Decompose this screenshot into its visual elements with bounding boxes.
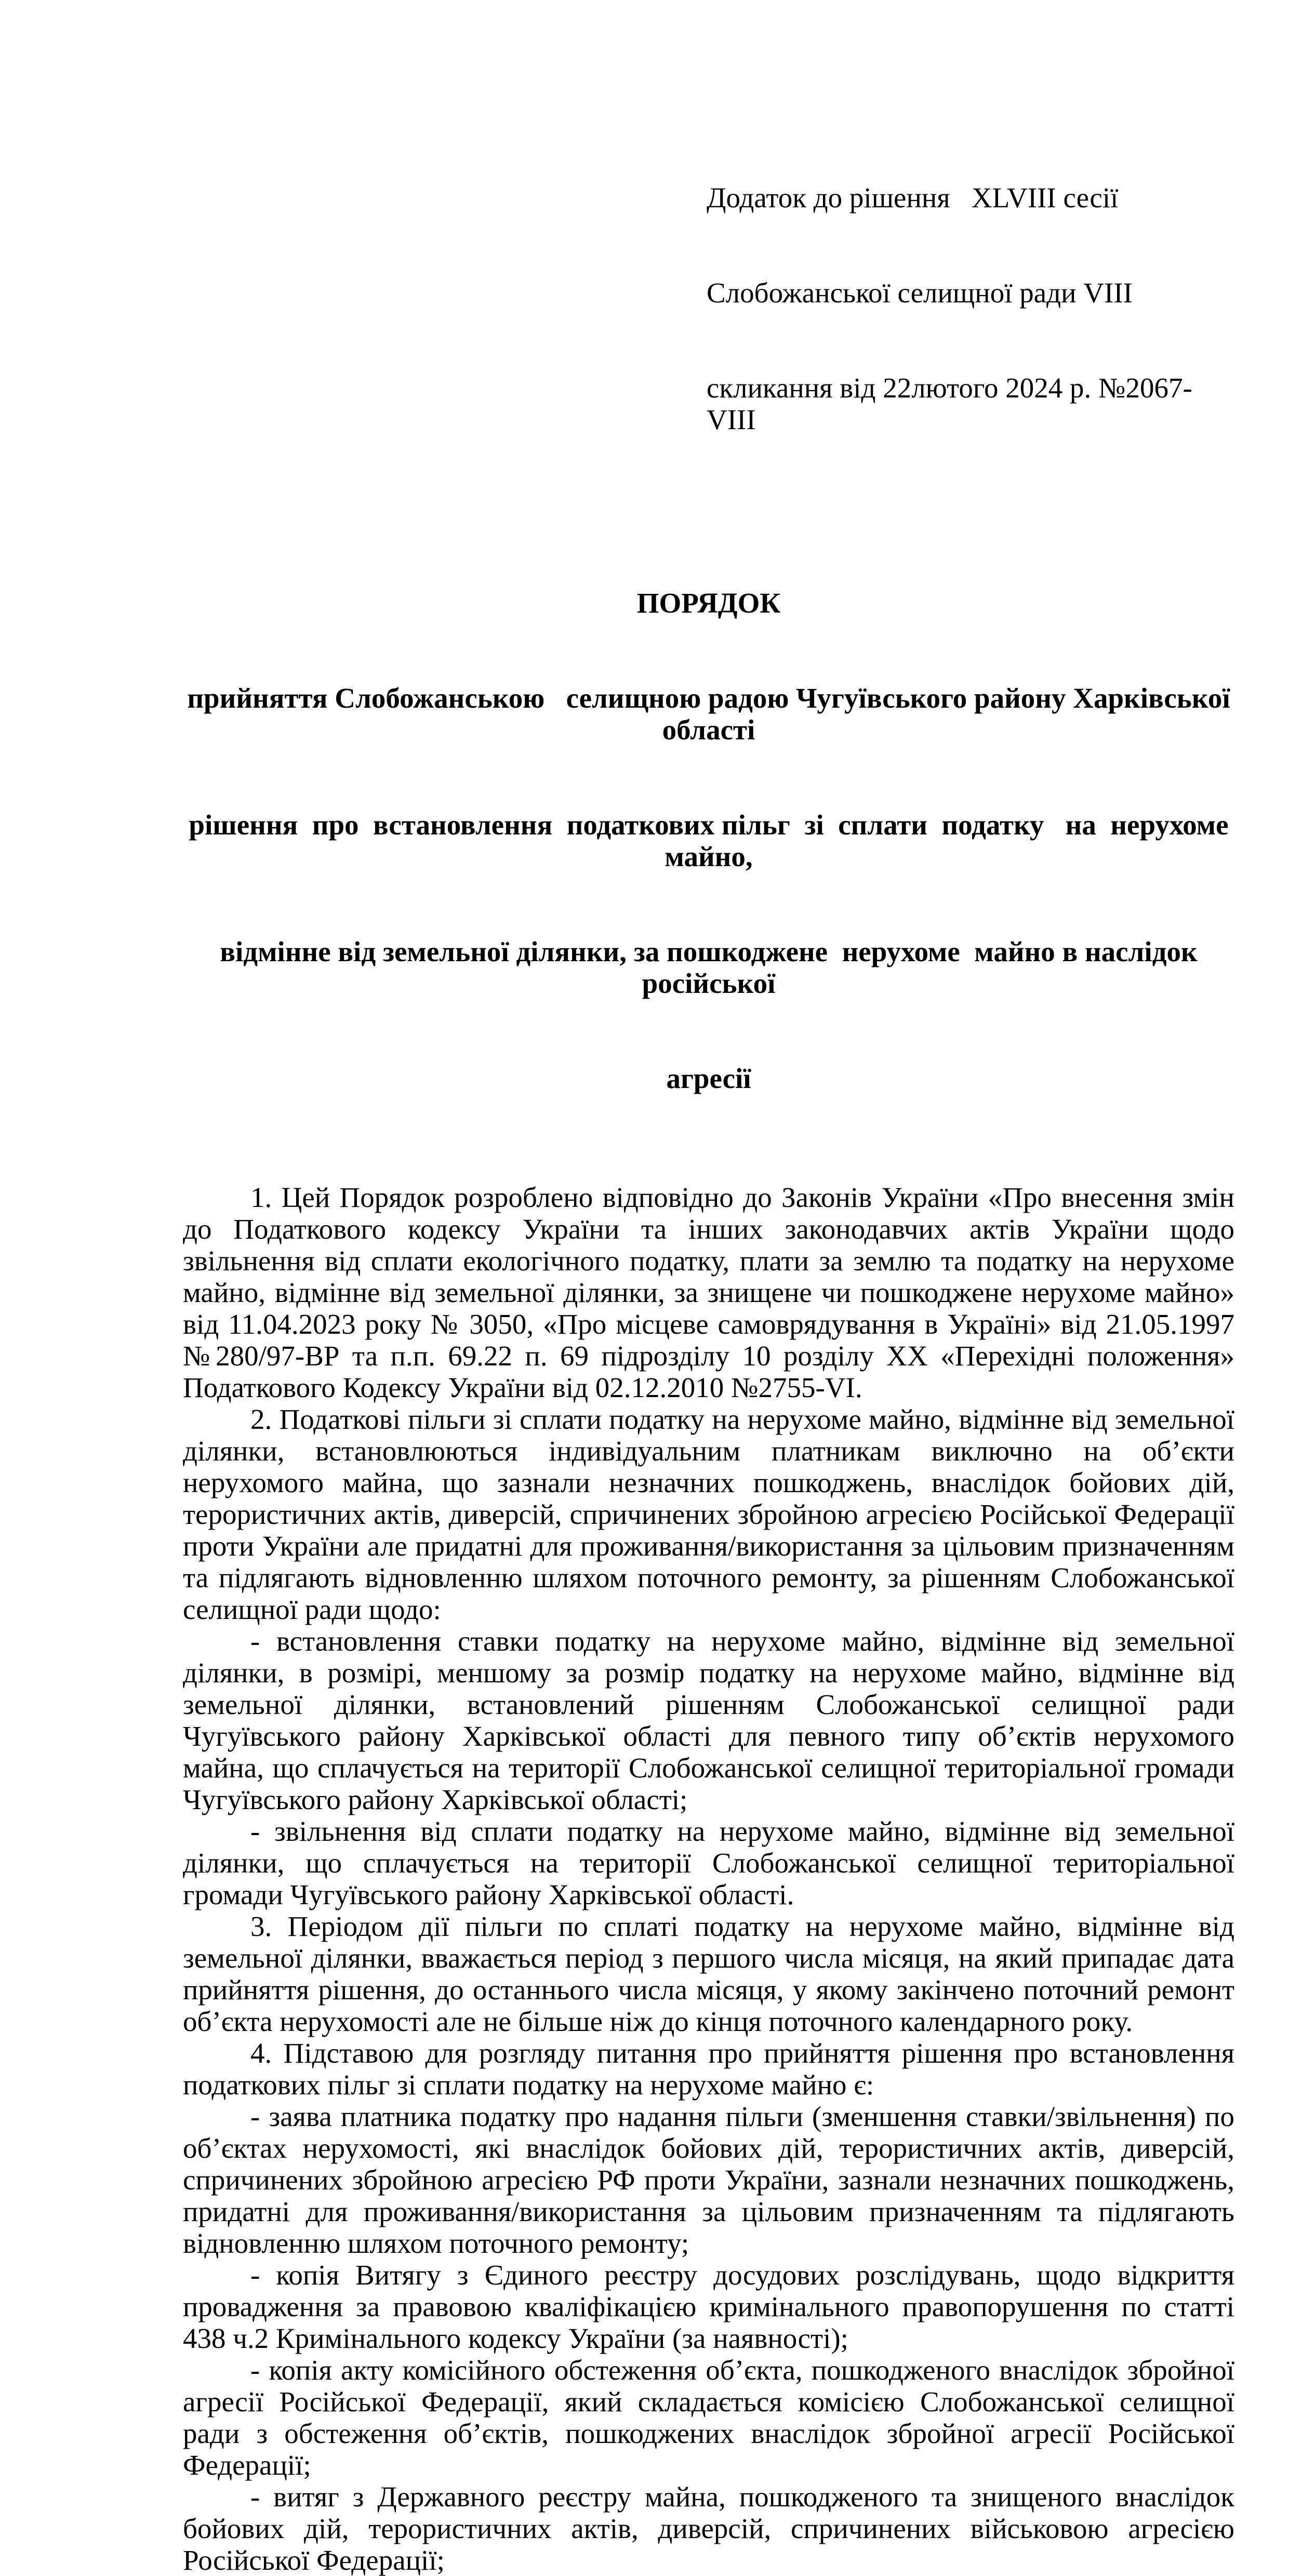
bullet-rate-reduction: - встановлення ставки податку на нерухоме майно, відмінне від земельної ділянки, в розмірі, меншому за розмір податку на нерухоме майно, відмінне від земельної ділянки, встановлений рішенням Слобожанської селищної ради Чугуївського району Харківської області для певного типу об’єктів нерухомого майна, що сплачується на території Слобожанської селищної територіальної громади Чугуївського району Харківської області; <box>183 1625 1234 1815</box>
bullet-exemption: - звільнення від сплати податку на нерухоме майно, відмінне від земельної ділянки, що сплачується на території Слобожанської селищної територіальної громади Чугуївського району Харківської області. <box>183 1815 1234 1910</box>
appendix-reference-line-2: Слобожанської селищної ради VIII <box>707 277 1133 309</box>
bullet-taxpayer-application: - заява платника податку про надання пільги (зменшення ставки/звільнення) по об’єктах нерухомості, які внаслідок бойових дій, терористичних актів, диверсій, спричинених збройною агресією РФ проти України, зазнали незначних пошкоджень, придатні для проживання/використання за цільовим призначенням та підлягають відновленню шляхом поточного ремонту; <box>183 2101 1234 2259</box>
title-line-4: відмінне від земельної ділянки, за пошкоджене нерухоме майно в наслідок російської <box>220 936 1205 999</box>
bullet-err-extract-copy: - копія Витягу з Єдиного реєстру досудових розслідувань, щодо відкриття провадження за правовою кваліфікацією кримінального правопорушення по статті 438 ч.2 Кримінального кодексу України (за наявності); <box>183 2259 1234 2354</box>
document-title <box>183 524 1238 1158</box>
bullet-state-register-extract: - витяг з Державного реєстру майна, пошкодженого та знищеного внаслідок бойових дій, терористичних актів, диверсій, спричинених військовою агресією Російської Федерації; <box>183 2481 1234 2576</box>
document-body <box>183 1181 1234 2576</box>
title-line-5: агресії <box>666 1063 751 1094</box>
para-3-benefit-period: 3. Періодом дії пільги по сплаті податку на нерухоме майно, відмінне від земельної ділянки, вважається період з першого числа місяця, на який припадає дата прийняття рішення, до останнього числа місяця, у якому закінчено поточний ремонт об’єкта нерухомості але не більше ніж до кінця поточного календарного року. <box>183 1910 1234 2037</box>
appendix-reference-line-3: скликання від 22лютого 2024 р. №2067-VIII <box>707 372 1192 435</box>
title-word-poriadok: ПОРЯДОК <box>636 587 781 619</box>
para-1-legal-basis: 1. Цей Порядок розроблено відповідно до Законів України «Про внесення змін до Податкового кодексу України та інших законодавчих актів України щодо звільнення від сплати екологічного податку, плати за землю та податку на нерухоме майно, відмінне від земельної ділянки, за знищене чи пошкоджене нерухоме майно» від 11.04.2023 року № 3050, «Про місцеве самоврядування в Україні» від 21.05.1997 №280/97-ВР та п.п. 69.22 п. 69 підрозділу 10 розділу ХХ «Перехідні положення» Податкового Кодексу України від 02.12.2010 №2755-VI. <box>183 1181 1234 1403</box>
appendix-reference-block <box>707 118 1234 499</box>
para-4-grounds-intro: 4. Підставою для розгляду питання про прийняття рішення про встановлення податкових пільг зі сплати податку на нерухоме майно є: <box>183 2037 1234 2101</box>
para-2-benefit-scope: 2. Податкові пільги зі сплати податку на нерухоме майно, відмінне від земельної ділянки, встановлюються індивідуальним платникам виключно на об’єкти нерухомого майна, що зазнали незначних пошкоджень, внаслідок бойових дій, терористичних актів, диверсій, спричинених збройною агресією Російської Федерації проти України але придатні для проживання/використання за цільовим призначенням та підлягають відновленню шляхом поточного ремонту, за рішенням Слобожанської селищної ради щодо: <box>183 1403 1234 1625</box>
title-line-3: рішення про встановлення податкових пільг зі сплати податку на нерухоме майно, <box>189 809 1236 872</box>
title-line-2: прийняття Слобожанською селищною радою Чугуївського району Харківської області <box>187 682 1238 746</box>
appendix-reference-line-1: Додаток до рішення XLVIII сесії <box>707 182 1119 214</box>
bullet-inspection-act-copy: - копія акту комісійного обстеження об’єкта, пошкодженого внаслідок збройної агресії Російської Федерації, який складається комісією Слобожанської селищної ради з обстеження об’єктів, пошкоджених внаслідок збройної агресії Російської Федерації; <box>183 2354 1234 2481</box>
